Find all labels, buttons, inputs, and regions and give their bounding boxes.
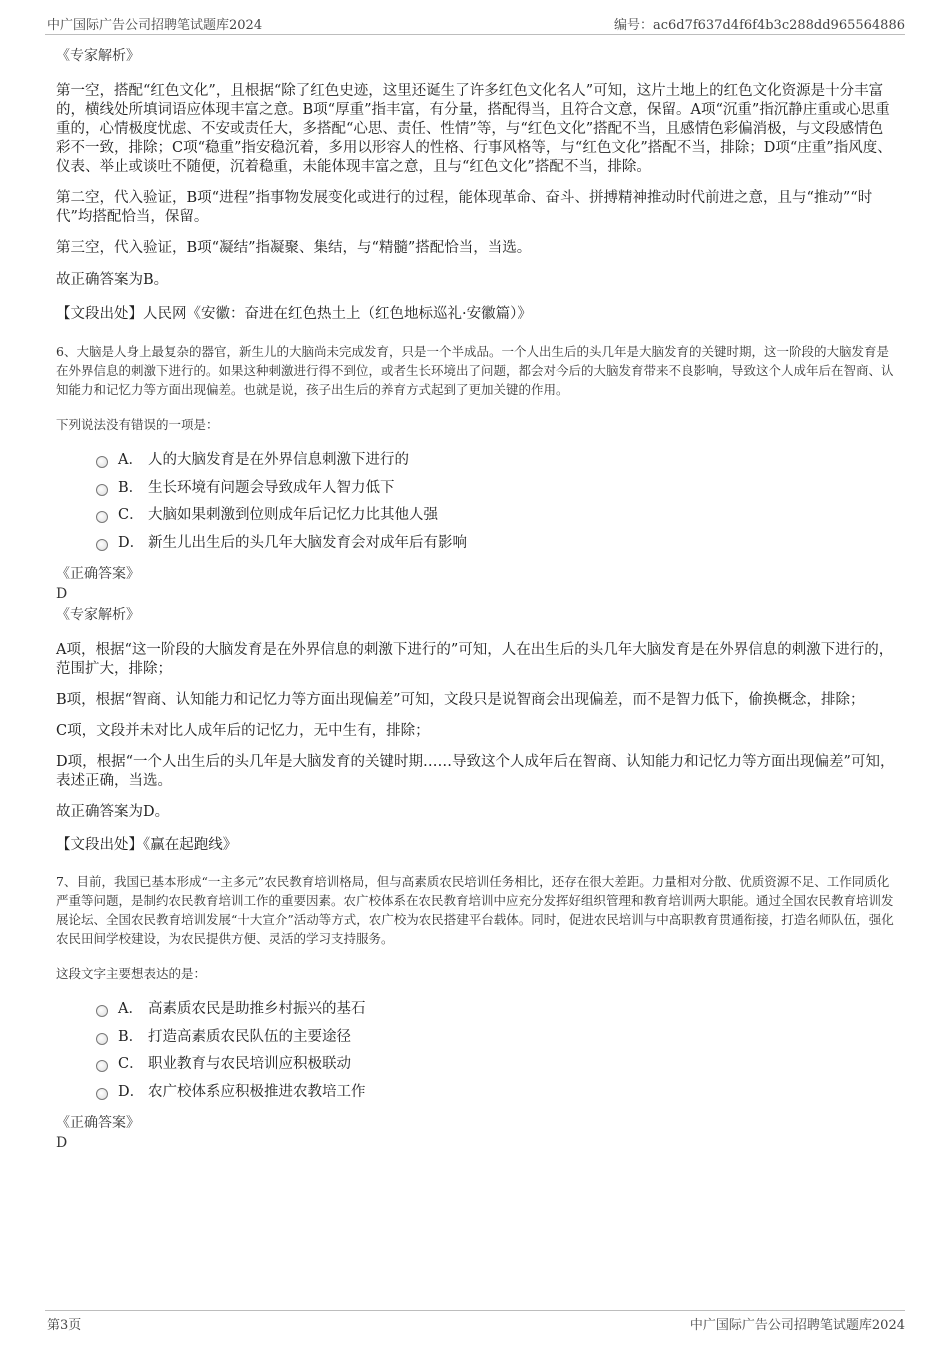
options-list — [96, 999, 896, 1109]
correct-answer-label: 《正确答案》 — [56, 566, 140, 582]
option-c[interactable]: C． 职业教育与农民培训应积极联动 — [96, 1054, 896, 1082]
page-content — [56, 44, 896, 1153]
radio-icon[interactable] — [96, 484, 108, 496]
question-prompt: 下列说法没有错误的一项是： — [56, 417, 219, 432]
question-prompt: 这段文字主要想表达的是： — [56, 966, 207, 981]
page-footer — [45, 1310, 905, 1331]
analysis-paragraph: 第三空，代入验证，B项“凝结”指凝聚、集结，与“精髓”搭配恰当，当选。 — [56, 240, 532, 256]
radio-icon[interactable] — [96, 511, 108, 523]
source-citation: 【文段出处】人民网《安徽：奋进在红色热土上（红色地标巡礼·安徽篇）》 — [56, 306, 532, 322]
page-header — [45, 12, 905, 35]
page-number: 第3页 — [47, 1318, 82, 1333]
expert-analysis-label: 《专家解析》 — [56, 607, 140, 623]
question-6 — [56, 342, 896, 855]
analysis-paragraph: D项，根据“一个人出生后的头几年是大脑发育的关键时期……导致这个人成年后在智商、认知能力和记忆力等方面出现偏差”可知，表述正确，当选。 — [56, 754, 895, 789]
analysis-paragraph: A项，根据“这一阶段的大脑发育是在外界信息的刺激下进行的”可知，人在出生后的头几年大脑发育是在外界信息的刺激下进行的，范围扩大，排除； — [56, 642, 894, 677]
header-title: 中广国际广告公司招聘笔试题库2024 — [47, 18, 263, 33]
analysis-paragraph: B项，根据“智商、认知能力和记忆力等方面出现偏差”可知，文段只是说智商会出现偏差，而不是智力低下，偷换概念，排除； — [56, 692, 865, 708]
question-passage: 7、目前，我国已基本形成“一主多元”农民教育培训格局，但与高素质农民培训任务相比，还存在很大差距。力量相对分散、优质资源不足、工作同质化严重等问题，是制约农民教育培训工作的重要因素。农广校体系在农民教育培训中应充分发挥好组织管理和教育培训两大职能。通过全国农民教育培训发展论坛、全国农民教育培训发展“十大宣介”活动等方式，农广校为农民搭建平台载体。同时，促进农民培训与中高职教育贯通衔接，打造名师队伍，强化农民田间学校建设，为农民提供方便、灵活的学习支持服务。 — [56, 874, 894, 946]
radio-icon[interactable] — [96, 1060, 108, 1072]
correct-answer-label: 《正确答案》 — [56, 1115, 140, 1131]
analysis-paragraph: 第二空，代入验证，B项“进程”指事物发展变化或进行的过程，能体现革命、奋斗、拼搏精神推动时代前进之意，且与“推动”“时代”均搭配恰当，保留。 — [56, 190, 873, 225]
radio-icon[interactable] — [96, 456, 108, 468]
question-7 — [56, 872, 896, 1153]
question-passage: 6、大脑是人身上最复杂的器官，新生儿的大脑尚未完成发育，只是一个半成品。一个人出生后的头几年是大脑发育的关键时期，这一阶段的大脑发育是在外界信息的刺激下进行的。如果这种刺激进行得不到位，或者生长环境出了问题，都会对今后的大脑发育带来不良影响，导致这个人成年后在智商、认知能力和记忆力等方面出现偏差。也就是说，孩子出生后的养育方式起到了更加关键的作用。 — [56, 344, 894, 397]
correct-answer: D — [56, 1135, 68, 1151]
option-b[interactable]: B． 打造高素质农民队伍的主要途径 — [96, 1027, 896, 1055]
option-b[interactable]: B． 生长环境有问题会导致成年人智力低下 — [96, 478, 896, 506]
option-a[interactable]: A． 高素质农民是助推乡村振兴的基石 — [96, 999, 896, 1027]
expert-analysis-label: 《专家解析》 — [56, 48, 140, 64]
option-c[interactable]: C． 大脑如果刺激到位则成年后记忆力比其他人强 — [96, 505, 896, 533]
option-d[interactable]: D． 新生儿出生后的头几年大脑发育会对成年后有影响 — [96, 533, 896, 561]
analysis-conclusion: 故正确答案为D。 — [56, 804, 170, 820]
analysis-paragraph: 第一空，搭配“红色文化”，且根据“除了红色史迹，这里还诞生了许多红色文化名人”可知，这片土地上的红色文化资源是十分丰富的，横线处所填词语应体现丰富之意。B项“厚重”指丰富，有分量，搭配得当，且符合文意，保留。A项“沉重”指沉静庄重或心思重重的，心情极度忧虑、不安或责任大，多搭配“心思、责任、性情”等，与“红色文化”搭配不当，且感情色彩偏消极，与文段感情色彩不一致，排除；C项“稳重”指安稳沉着，多用以形容人的性格、行事风格等，与“红色文化”搭配不当，排除；D项“庄重”指风度、仪表、举止或谈吐不随便，沉着稳重，未能体现丰富之意，且与“红色文化”搭配不当，排除。 — [56, 83, 892, 175]
option-a[interactable]: A． 人的大脑发育是在外界信息刺激下进行的 — [96, 450, 896, 478]
source-citation: 【文段出处】《赢在起跑线》 — [56, 837, 238, 853]
footer-title: 中广国际广告公司招聘笔试题库2024 — [689, 1318, 905, 1333]
options-list — [96, 450, 896, 560]
radio-icon[interactable] — [96, 539, 108, 551]
correct-answer: D — [56, 586, 68, 602]
header-doc-id: 编号：ac6d7f637d4f6f4b3c288dd965564886 — [613, 18, 905, 33]
radio-icon[interactable] — [96, 1033, 108, 1045]
radio-icon[interactable] — [96, 1088, 108, 1100]
option-d[interactable]: D． 农广校体系应积极推进农教培工作 — [96, 1082, 896, 1110]
q5-analysis-section — [56, 46, 896, 324]
analysis-paragraph: C项，文段并未对比人成年后的记忆力，无中生有，排除； — [56, 723, 430, 739]
analysis-conclusion: 故正确答案为B。 — [56, 272, 169, 288]
radio-icon[interactable] — [96, 1005, 108, 1017]
